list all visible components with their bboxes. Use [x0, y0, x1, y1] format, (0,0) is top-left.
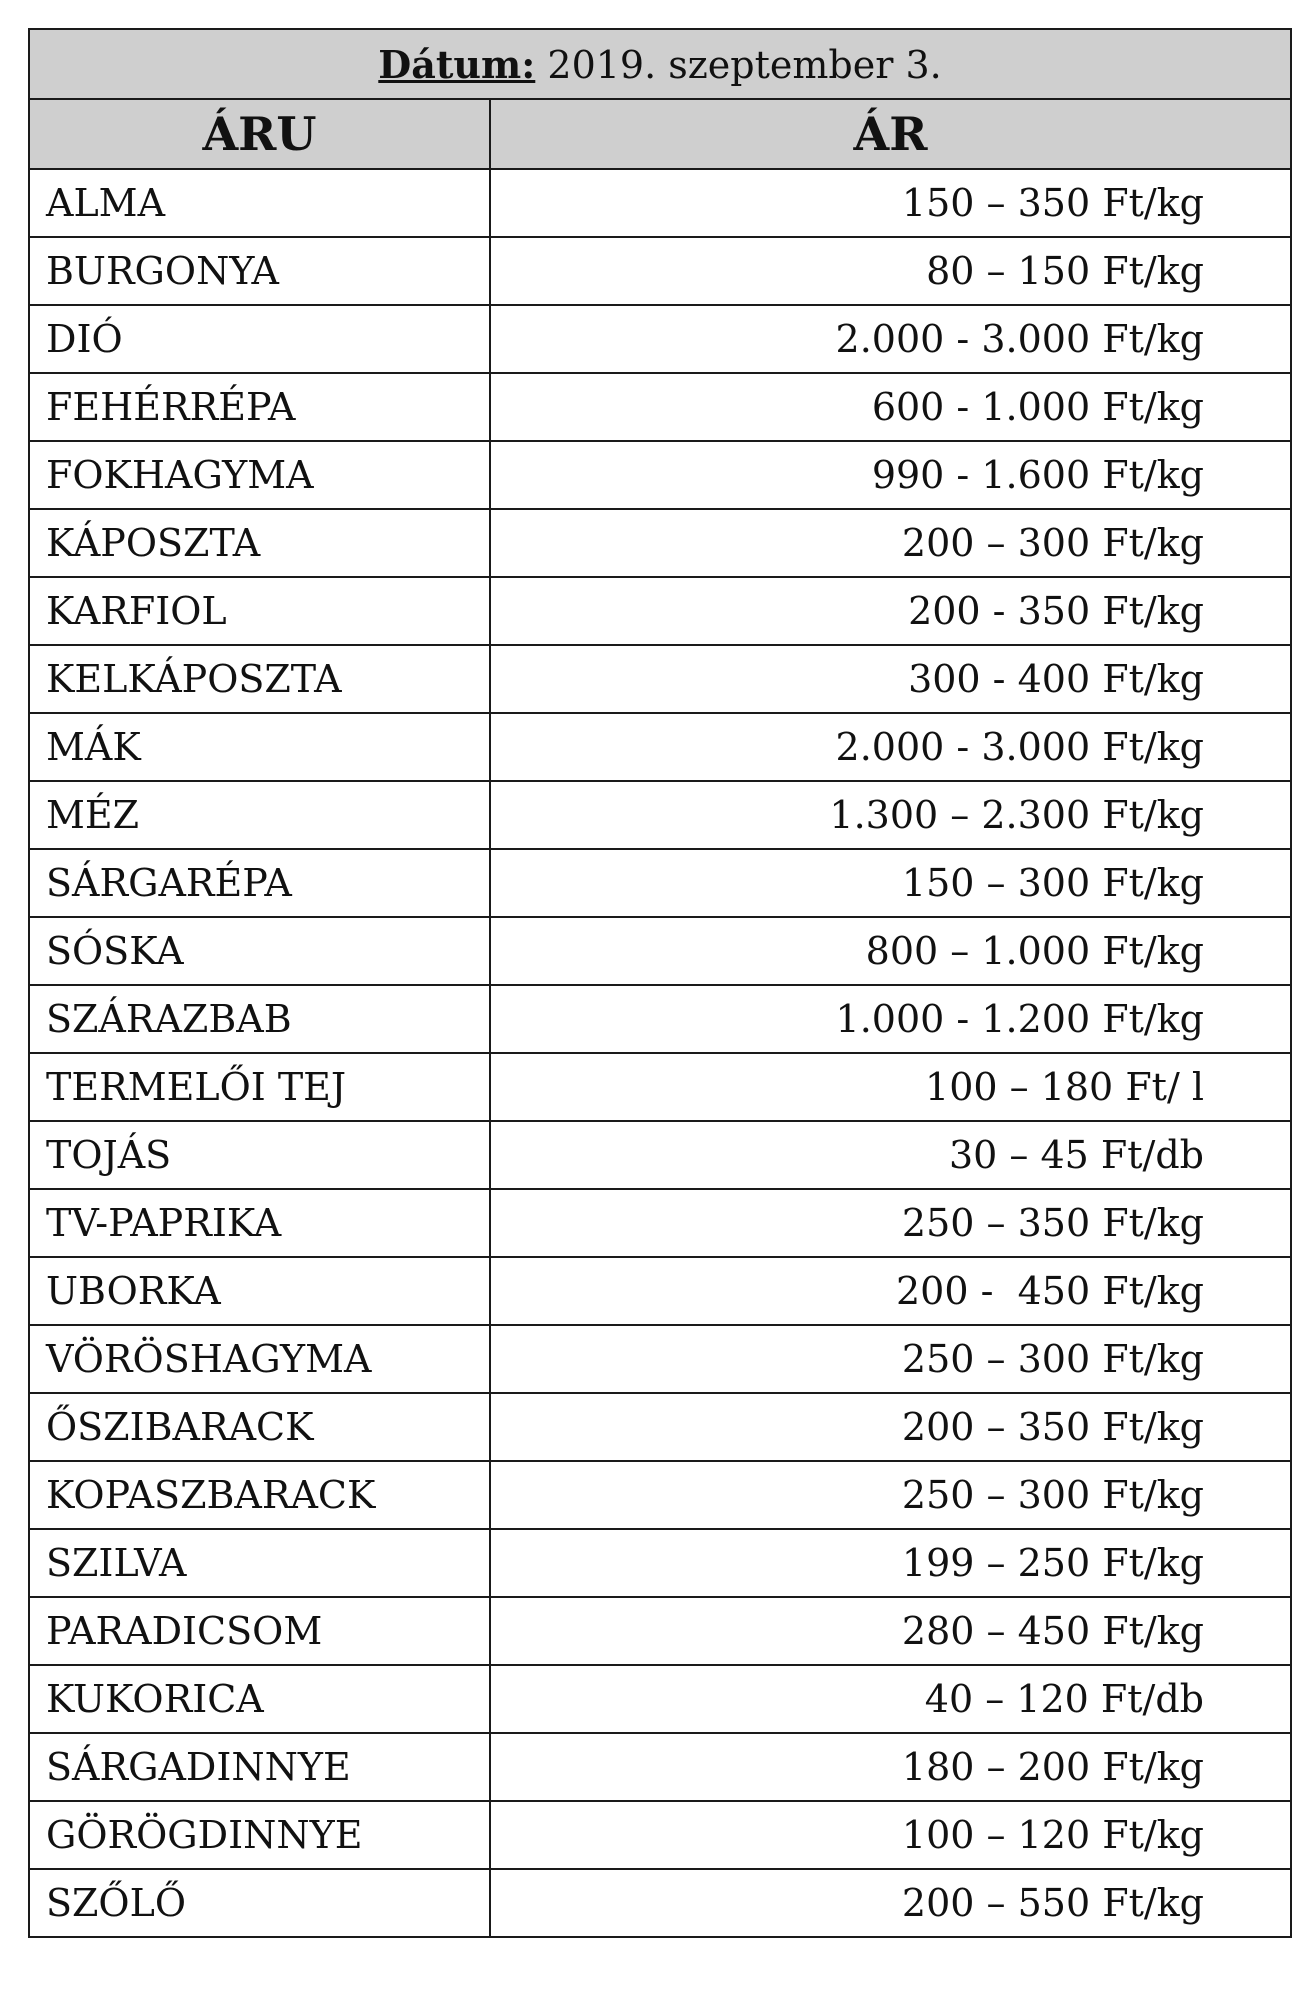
item-name: SÓSKA [29, 917, 490, 985]
table-row [29, 1053, 1291, 1121]
item-price: 200 – 300 Ft/kg [490, 509, 1291, 577]
table-row [29, 1121, 1291, 1189]
item-price: 30 – 45 Ft/db [490, 1121, 1291, 1189]
item-price: 100 – 180 Ft/ l [490, 1053, 1291, 1121]
item-price: 200 – 350 Ft/kg [490, 1393, 1291, 1461]
header-row [29, 99, 1291, 169]
item-name: KARFIOL [29, 577, 490, 645]
item-name: FOKHAGYMA [29, 441, 490, 509]
table-row [29, 781, 1291, 849]
table-row [29, 1393, 1291, 1461]
table-row [29, 577, 1291, 645]
item-price: 1.300 – 2.300 Ft/kg [490, 781, 1291, 849]
table-body [29, 169, 1291, 1937]
item-name: ŐSZIBARACK [29, 1393, 490, 1461]
date-label: Dátum: [378, 41, 536, 87]
item-name: SÁRGARÉPA [29, 849, 490, 917]
table-row [29, 985, 1291, 1053]
item-price: 180 – 200 Ft/kg [490, 1733, 1291, 1801]
item-price: 250 – 300 Ft/kg [490, 1461, 1291, 1529]
item-price: 280 – 450 Ft/kg [490, 1597, 1291, 1665]
item-price: 2.000 - 3.000 Ft/kg [490, 713, 1291, 781]
date-cell [29, 29, 1291, 99]
item-name: BURGONYA [29, 237, 490, 305]
table-row [29, 1189, 1291, 1257]
table-row [29, 169, 1291, 237]
item-name: KÁPOSZTA [29, 509, 490, 577]
price-table [28, 28, 1292, 1938]
table-row [29, 1597, 1291, 1665]
item-name: SZILVA [29, 1529, 490, 1597]
price-column-header: ÁR [490, 99, 1291, 169]
item-price: 250 – 350 Ft/kg [490, 1189, 1291, 1257]
item-price: 200 - 350 Ft/kg [490, 577, 1291, 645]
item-price: 2.000 - 3.000 Ft/kg [490, 305, 1291, 373]
table-row [29, 1665, 1291, 1733]
item-price: 1.000 - 1.200 Ft/kg [490, 985, 1291, 1053]
table-row [29, 849, 1291, 917]
table-row [29, 1257, 1291, 1325]
item-price: 990 - 1.600 Ft/kg [490, 441, 1291, 509]
table-row [29, 509, 1291, 577]
item-price: 200 – 550 Ft/kg [490, 1869, 1291, 1937]
item-price: 250 – 300 Ft/kg [490, 1325, 1291, 1393]
item-column-header: ÁRU [29, 99, 490, 169]
date-row [29, 29, 1291, 99]
item-price: 80 – 150 Ft/kg [490, 237, 1291, 305]
item-name: MÁK [29, 713, 490, 781]
item-name: PARADICSOM [29, 1597, 490, 1665]
item-name: SZÁRAZBAB [29, 985, 490, 1053]
item-name: KOPASZBARACK [29, 1461, 490, 1529]
item-price: 150 – 300 Ft/kg [490, 849, 1291, 917]
item-name: GÖRÖGDINNYE [29, 1801, 490, 1869]
item-price: 300 - 400 Ft/kg [490, 645, 1291, 713]
item-name: DIÓ [29, 305, 490, 373]
item-price: 600 - 1.000 Ft/kg [490, 373, 1291, 441]
table-row [29, 645, 1291, 713]
date-value: 2019. szeptember 3. [547, 42, 942, 87]
item-price: 100 – 120 Ft/kg [490, 1801, 1291, 1869]
item-name: UBORKA [29, 1257, 490, 1325]
table-row [29, 1325, 1291, 1393]
table-row [29, 373, 1291, 441]
item-price: 800 – 1.000 Ft/kg [490, 917, 1291, 985]
item-name: SÁRGADINNYE [29, 1733, 490, 1801]
item-name: ALMA [29, 169, 490, 237]
item-price: 150 – 350 Ft/kg [490, 169, 1291, 237]
table-row [29, 1733, 1291, 1801]
table-row [29, 1461, 1291, 1529]
item-name: SZŐLŐ [29, 1869, 490, 1937]
item-name: TV-PAPRIKA [29, 1189, 490, 1257]
table-row [29, 713, 1291, 781]
table-row [29, 237, 1291, 305]
item-name: MÉZ [29, 781, 490, 849]
item-name: KELKÁPOSZTA [29, 645, 490, 713]
item-name: TOJÁS [29, 1121, 490, 1189]
item-name: KUKORICA [29, 1665, 490, 1733]
table-row [29, 305, 1291, 373]
item-name: TERMELŐI TEJ [29, 1053, 490, 1121]
item-name: FEHÉRRÉPA [29, 373, 490, 441]
item-name: VÖRÖSHAGYMA [29, 1325, 490, 1393]
table-row [29, 1869, 1291, 1937]
item-price: 40 – 120 Ft/db [490, 1665, 1291, 1733]
item-price: 199 – 250 Ft/kg [490, 1529, 1291, 1597]
item-price: 200 - 450 Ft/kg [490, 1257, 1291, 1325]
table-row [29, 917, 1291, 985]
table-row [29, 1801, 1291, 1869]
table-row [29, 1529, 1291, 1597]
table-row [29, 441, 1291, 509]
